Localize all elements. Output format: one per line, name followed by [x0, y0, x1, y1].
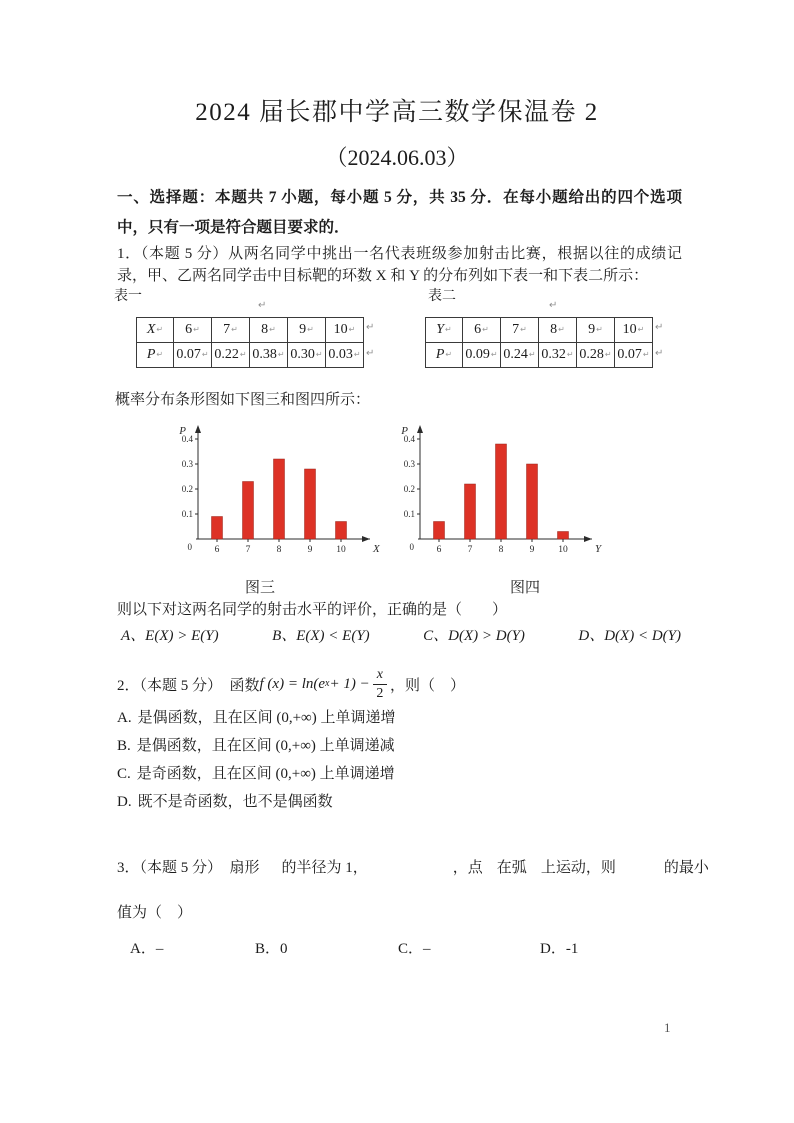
blank-gap [616, 871, 664, 872]
table-cell: 0.09↵ [463, 343, 501, 368]
table-x-distribution [136, 317, 364, 368]
fraction-numerator: x [373, 667, 387, 684]
option-text: 0 [280, 941, 288, 957]
q1-stem: 1．（本题 5 分）从两名同学中挑出一名代表班级参加射击比赛，根据以往的成绩记录，甲、乙两名同学击中目标靶的环数 X 和 Y 的分布列如下表一和下表二所示： [117, 246, 682, 284]
option-formula: D(X) < D(Y) [604, 628, 681, 644]
cell-end-mark: ↵ [201, 350, 209, 359]
cell-end-mark: ↵ [642, 350, 650, 359]
row-end-mark: ↵ [366, 348, 375, 359]
q1-option-c [423, 624, 525, 645]
option-text: 是奇函数，且在区间 (0,+∞) 上单调递增 [136, 766, 395, 782]
cell-end-mark: ↵ [156, 350, 164, 359]
q3-option-d [540, 937, 578, 958]
table-cell: 0.30↵ [288, 343, 326, 368]
paragraph-mark: ↵ [258, 300, 267, 311]
charts-intro: 概率分布条形图如下图三和图四所示： [115, 392, 371, 408]
row-end-mark: ↵ [366, 322, 375, 333]
option-label: C． [398, 941, 424, 957]
exam-date: （2024.06.03） [325, 145, 469, 170]
svg-text:0.1: 0.1 [181, 509, 193, 519]
paragraph-mark: ↵ [549, 300, 558, 311]
q1-option-a [121, 624, 219, 645]
table-cell: 10↵ [615, 318, 653, 343]
option-formula: E(X) < E(Y) [296, 628, 370, 644]
row-end-mark: ↵ [655, 348, 664, 359]
q2-formula-part: f (x) = ln(e [259, 675, 326, 692]
table-cell: 7↵ [212, 318, 250, 343]
table-cell: Y↵ [426, 318, 463, 343]
table-cell: 0.07↵ [174, 343, 212, 368]
table-cell: X↵ [137, 318, 174, 343]
svg-text:0.4: 0.4 [181, 434, 193, 444]
figure3-caption: 图三 [245, 580, 276, 596]
svg-text:0.2: 0.2 [403, 484, 415, 494]
svg-text:8: 8 [276, 545, 282, 555]
cell-end-mark: ↵ [193, 325, 200, 334]
table-cell: 6↵ [174, 318, 212, 343]
option-label: B． [255, 941, 281, 957]
cell-end-mark: ↵ [156, 325, 164, 334]
option-label: B. [117, 738, 131, 754]
q2-prefix: 2．（本题 5 分） 函数 [117, 677, 260, 694]
q1-option-d [578, 624, 681, 645]
figure4-caption: 图四 [510, 580, 541, 596]
q2-options [117, 708, 396, 820]
row-end-mark: ↵ [655, 322, 664, 333]
option-text: – [423, 941, 431, 957]
q1-options [121, 624, 681, 645]
q3-stem-line2: 值为（ ） [117, 905, 193, 921]
table-cell: 8↵ [250, 318, 288, 343]
table-cell: 0.07↵ [615, 343, 653, 368]
svg-text:X: X [373, 543, 380, 555]
q3-option-a [130, 937, 163, 958]
exam-title: 2024 届长郡中学高三数学保温卷 2 [195, 99, 599, 126]
table-cell: 0.32↵ [539, 343, 577, 368]
q2-option-c [117, 764, 396, 784]
option-text: 既不是奇函数，也不是偶函数 [137, 794, 333, 810]
table-row [137, 343, 364, 368]
svg-text:0.4: 0.4 [403, 434, 415, 444]
table1-caption: 表一 [114, 289, 142, 304]
blank-gap [368, 871, 453, 872]
table-row [426, 343, 653, 368]
option-text: 是偶函数，且在区间 (0,+∞) 上单调递增 [137, 710, 396, 726]
svg-text:0: 0 [187, 542, 192, 552]
svg-text:6: 6 [214, 545, 220, 555]
q3-text: 的半径为 1， [281, 860, 368, 876]
q3-text: ，点 [452, 860, 483, 876]
option-label: D、 [578, 628, 605, 644]
cell-end-mark: ↵ [482, 325, 489, 334]
cell-end-mark: ↵ [277, 350, 285, 359]
table-cell: 0.24↵ [501, 343, 539, 368]
q2-option-b [117, 736, 396, 756]
svg-text:P: P [401, 425, 408, 437]
cell-end-mark: ↵ [269, 325, 276, 334]
svg-text:9: 9 [529, 545, 535, 555]
option-label: A． [130, 941, 156, 957]
cell-end-mark: ↵ [490, 350, 498, 359]
bar-chart-figure3 [164, 415, 394, 563]
option-label: C. [117, 766, 131, 782]
table-cell: 0.22↵ [212, 343, 250, 368]
option-label: B、 [272, 628, 297, 644]
cell-end-mark: ↵ [307, 325, 314, 334]
cell-end-mark: ↵ [637, 325, 645, 334]
cell-end-mark: ↵ [596, 325, 603, 334]
q3-text: 3．（本题 5 分） 扇形 [117, 860, 260, 876]
q3-text: 上运动，则 [540, 860, 616, 876]
svg-text:6: 6 [436, 545, 442, 555]
cell-end-mark: ↵ [445, 325, 452, 334]
q3-option-b [255, 937, 288, 958]
q2-option-a [117, 708, 396, 728]
option-text: – [155, 941, 164, 957]
section-heading: 一、选择题：本题共 7 小题，每小题 5 分，共 35 分．在每小题给出的四个选项中，只有一项是符合题目要求的． [117, 189, 682, 236]
svg-text:10: 10 [558, 545, 568, 555]
table-row [137, 318, 364, 343]
table-cell: P↵ [137, 343, 174, 368]
option-formula: E(X) > E(Y) [145, 628, 219, 644]
table-y-distribution [425, 317, 653, 368]
blank-gap [260, 871, 282, 872]
bar-chart-figure4 [386, 415, 616, 563]
svg-text:0.3: 0.3 [181, 459, 193, 469]
q1-question: 则以下对这两名同学的射击水平的评价，正确的是（ ） [117, 602, 508, 618]
cell-end-mark: ↵ [528, 350, 536, 359]
table-cell: 9↵ [288, 318, 326, 343]
table-cell: 0.38↵ [250, 343, 288, 368]
blank-gap [483, 871, 497, 872]
q1-option-b [272, 624, 370, 645]
fraction-denominator: 2 [376, 685, 384, 701]
q2-formula-part: + 1) − [329, 675, 370, 692]
blank-gap [527, 871, 541, 872]
table-cell: 7↵ [501, 318, 539, 343]
q3-text: 的最小 [663, 860, 709, 876]
option-formula: D(X) > D(Y) [448, 628, 525, 644]
cell-end-mark: ↵ [239, 350, 247, 359]
cell-end-mark: ↵ [520, 325, 527, 334]
svg-text:7: 7 [245, 545, 251, 555]
cell-end-mark: ↵ [353, 350, 361, 359]
table-cell: P↵ [426, 343, 463, 368]
option-label: D. [117, 794, 132, 810]
page-number: 1 [664, 1020, 671, 1035]
table-cell: 9↵ [577, 318, 615, 343]
table-cell: 0.03↵ [326, 343, 364, 368]
option-text: -1 [565, 941, 579, 957]
svg-text:0.1: 0.1 [403, 509, 415, 519]
svg-text:0: 0 [409, 542, 414, 552]
table-row [426, 318, 653, 343]
option-label: A、 [121, 628, 146, 644]
cell-end-mark: ↵ [558, 325, 565, 334]
svg-text:7: 7 [467, 545, 473, 555]
cell-end-mark: ↵ [604, 350, 612, 359]
svg-text:10: 10 [336, 545, 346, 555]
q2-option-d [117, 792, 396, 812]
q3-text: 在弧 [496, 860, 527, 876]
svg-text:8: 8 [498, 545, 504, 555]
cell-end-mark: ↵ [315, 350, 323, 359]
q3-stem-line1 [117, 856, 709, 877]
table-cell: 0.28↵ [577, 343, 615, 368]
fraction [373, 667, 387, 701]
q3-options [117, 937, 682, 957]
option-label: A. [117, 710, 132, 726]
q3-option-c [398, 937, 431, 958]
cell-end-mark: ↵ [231, 325, 238, 334]
q2-stem: 2．（本题 5 分） 函数 f (x) = ln(e x + 1) − $\frac{x}{2}$ ，则（ ） [117, 667, 465, 701]
svg-text:Y: Y [595, 543, 602, 555]
option-label: D． [540, 941, 566, 957]
cell-end-mark: ↵ [566, 350, 574, 359]
table-cell: 10↵ [326, 318, 364, 343]
table-cell: 6↵ [463, 318, 501, 343]
svg-text:9: 9 [307, 545, 313, 555]
svg-text:P: P [179, 425, 186, 437]
svg-text:0.3: 0.3 [403, 459, 415, 469]
option-label: C、 [423, 628, 449, 644]
table-cell: 8↵ [539, 318, 577, 343]
option-text: 是偶函数，且在区间 (0,+∞) 上单调递减 [136, 738, 395, 754]
q2-suffix: ，则（ ） [389, 677, 465, 694]
cell-end-mark: ↵ [348, 325, 356, 334]
cell-end-mark: ↵ [445, 350, 453, 359]
table2-caption: 表二 [428, 289, 456, 304]
svg-text:0.2: 0.2 [181, 484, 193, 494]
